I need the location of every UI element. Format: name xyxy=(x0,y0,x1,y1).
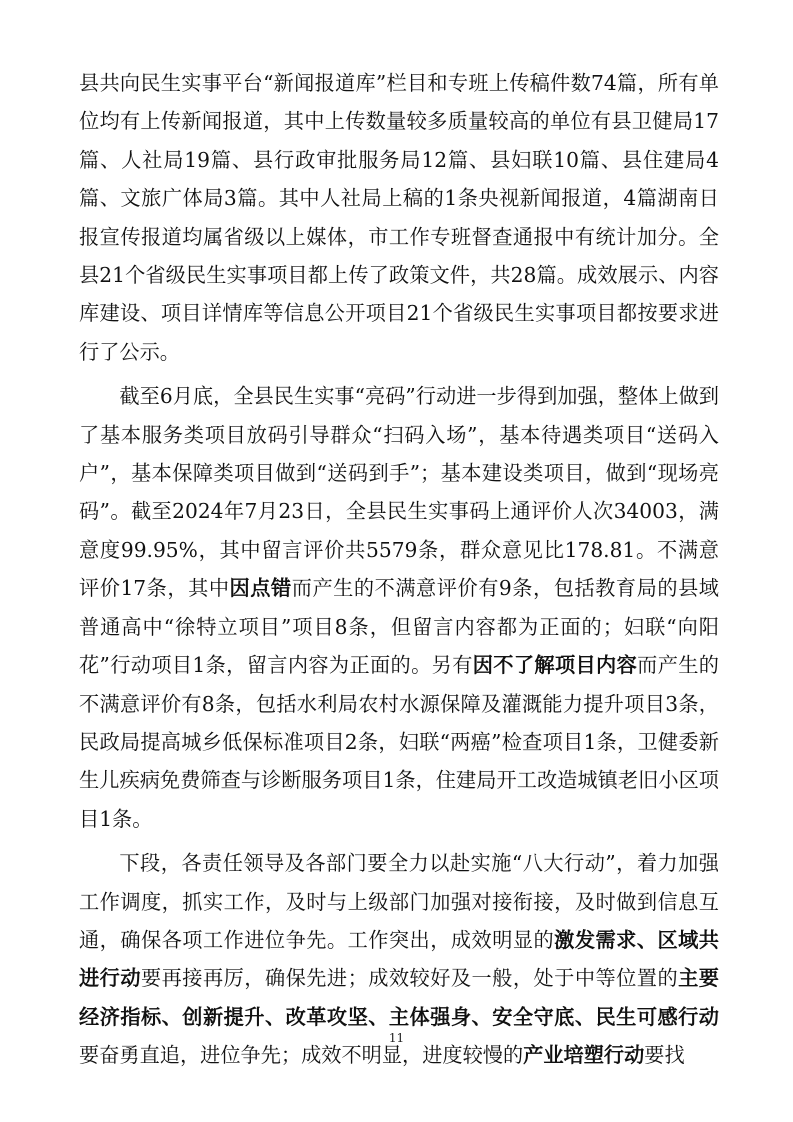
paragraph-text: 截至6月底，全县民生实事“亮码”行动进一步得到加强，整体上做到了基本服务类项目放码引导群众“扫码入场”，基本待遇类项目“送码入户”，基本保障类项目做到“送码到手”；基本建设类项目，做到“现场亮码”。截至2024年7月23日，全县民生实事码上通评价人次34003，满意度99.95%，其中留言评价共5579条，群众意见比178.81。不满意评价17条，其中 xyxy=(79,384,719,601)
paragraph-text: 要找 xyxy=(644,1043,685,1068)
bold-highlight: 激发需求、区域共进行动 xyxy=(79,927,719,991)
paragraph-news-reports xyxy=(79,64,719,371)
bold-highlight: 主要经济指标、创新提升、改革攻坚、主体强身、安全守底、民生可感行动 xyxy=(79,966,719,1029)
document-body xyxy=(79,64,719,1075)
paragraph-text: 下段，各责任领导及各部门要全力以赴实施“八大行动”，着力加强工作调度，抓实工作，及时与上级部门加强对接衔接，及时做到信息互通，确保各项工作进位争先。工作突出，成效明显的 xyxy=(79,851,719,952)
bold-highlight: 因点错 xyxy=(229,576,292,601)
page-number: 11 xyxy=(388,1031,405,1045)
paragraph-liangma-action xyxy=(79,377,719,838)
paragraph-text: 要再接再厉，确保先进；成效较好及一般，处于中等位置的 xyxy=(140,966,679,991)
paragraph-text: 县共向民生实事平台“新闻报道库”栏目和专班上传稿件数74篇，所有单位均有上传新闻报道，其中上传数量较多质量较高的单位有县卫健局17篇、人社局19篇、县行政审批服务局12篇、县妇联10篇、县住建局4篇、文旅广体局3篇。其中人社局上稿的1条央视新闻报道，4篇湖南日报宣传报道均属省级以上媒体，市工作专班督查通报中有统计加分。全县21个省级民生实事项目都上传了政策文件，共28篇。成效展示、内容库建设、项目详情库等信息公开项目21个省级民生实事项目都按要求进行了公示。 xyxy=(79,71,719,364)
bold-highlight: 产业培塑行动 xyxy=(523,1043,645,1068)
paragraph-text: 要奋勇直追，进位争先；成效不明显，进度较慢的 xyxy=(79,1043,524,1068)
paragraph-text: 而产生的不满意评价有8条，包括水利局农村水源保障及灌溉能力提升项目3条，民政局提高城乡低保标准项目2条，妇联“两癌”检查项目1条，卫健委新生儿疾病免费筛查与诊断服务项目1条，住建局开工改造城镇老旧小区项目1条。 xyxy=(79,653,719,831)
bold-highlight: 因不了解项目内容 xyxy=(472,653,638,678)
paragraph-text: 而产生的不满意评价有9条，包括教育局的县域普通高中“徐特立项目”项目8条，但留言内容都为正面的；妇联“向阳花”行动项目1条，留言内容为正面的。另有 xyxy=(79,576,719,678)
